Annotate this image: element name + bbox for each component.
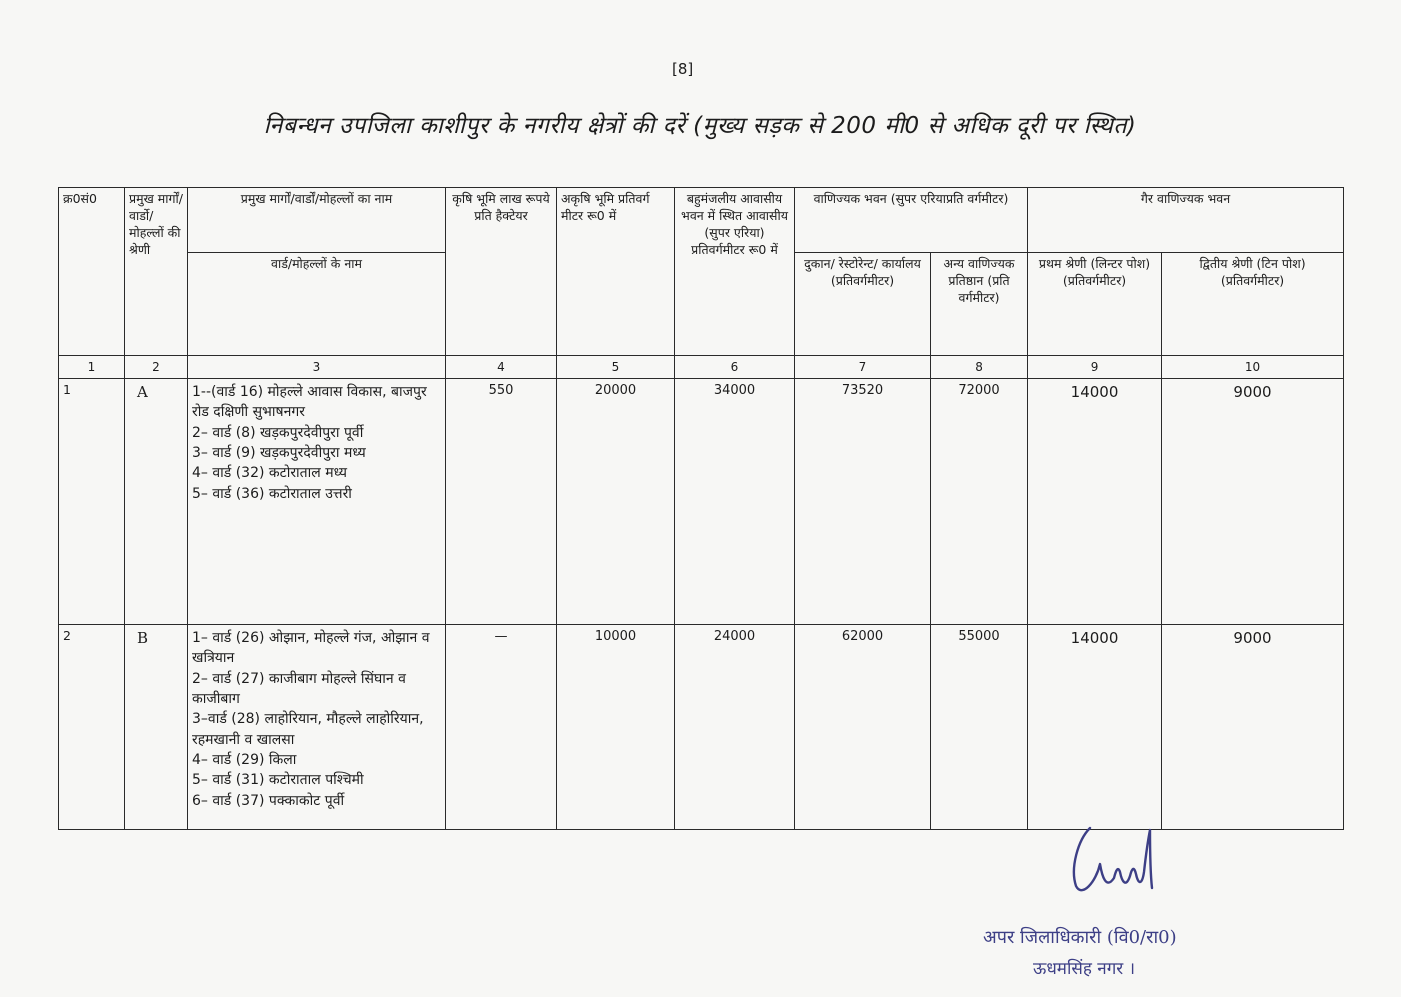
shop-rate: 62000 bbox=[795, 625, 931, 830]
ward-line: 3–वार्ड (28) लाहोरियान, मौहल्ले लाहोरियान, रहमखानी व खालसा bbox=[192, 711, 424, 748]
header-non-agri-land: अकृषि भूमि प्रतिवर्ग मीटर रू0 में bbox=[557, 188, 675, 356]
ward-line: 2– वार्ड (27) काजीबाग मोहल्ले सिंघान व काजीबाग bbox=[192, 670, 406, 708]
second-class-rate: 9000 bbox=[1162, 625, 1344, 830]
ward-line: 3– वार्ड (9) खड़कपुरदेवीपुरा मध्य bbox=[192, 445, 366, 462]
column-number: 6 bbox=[675, 356, 795, 379]
wards-cell bbox=[188, 625, 446, 830]
signature-designation: अपर जिलाधिकारी (वि0/रा0) bbox=[983, 927, 1177, 948]
header-serial: क्र0सं0 bbox=[59, 188, 125, 356]
ward-line: 1--(वार्ड 16) मोहल्ले आवास विकास, बाजपुर रोड दक्षिणी सुभाषनगर bbox=[192, 384, 427, 421]
rates-table bbox=[58, 187, 1344, 830]
column-number: 9 bbox=[1028, 356, 1162, 379]
header-noncommercial-group: गैर वाणिज्यक भवन bbox=[1028, 188, 1344, 253]
category-cell: A bbox=[125, 379, 188, 625]
column-number: 3 bbox=[188, 356, 446, 379]
multistorey-rate: 34000 bbox=[675, 379, 795, 625]
header-other-commercial: अन्य वाणिज्यक प्रतिष्ठान (प्रति वर्गमीटर) bbox=[931, 253, 1028, 356]
other-commercial-rate: 55000 bbox=[931, 625, 1028, 830]
column-number: 4 bbox=[446, 356, 557, 379]
page-title: निबन्धन उपजिला काशीपुर के नगरीय क्षेत्रों की दरें (मुख्य सड़क से 200 मी0 से अधिक दूरी पर स्थित) bbox=[263, 113, 1137, 139]
header-shop: दुकान/ रेस्टोरेन्ट/ कार्यालय (प्रतिवर्गमीटर) bbox=[795, 253, 931, 356]
serial-cell: 2 bbox=[59, 625, 125, 830]
ward-line: 4– वार्ड (32) कटोराताल मध्य bbox=[192, 465, 347, 482]
header-ward-names: वार्ड/मोहल्लों के नाम bbox=[188, 253, 446, 356]
table-row bbox=[59, 379, 1344, 625]
category-cell: B bbox=[125, 625, 188, 830]
column-number: 7 bbox=[795, 356, 931, 379]
header-category: प्रमुख मार्गों/ वार्डो/ मोहल्लों की श्रेणी bbox=[125, 188, 188, 356]
column-number: 2 bbox=[125, 356, 188, 379]
serial-cell: 1 bbox=[59, 379, 125, 625]
header-agri-land: कृषि भूमि लाख रूपये प्रति हैक्टेयर bbox=[446, 188, 557, 356]
column-number: 5 bbox=[557, 356, 675, 379]
first-class-rate: 14000 bbox=[1028, 625, 1162, 830]
column-number: 8 bbox=[931, 356, 1028, 379]
ward-line: 1– वार्ड (26) ओझान, मोहल्ले गंज, ओझान व खत्रियान bbox=[192, 630, 430, 667]
header-main-roads: प्रमुख मार्गों/वार्डों/मोहल्लों का नाम bbox=[188, 188, 446, 253]
header-commercial-group: वाणिज्यक भवन (सुपर एरियाप्रति वर्गमीटर) bbox=[795, 188, 1028, 253]
ward-line: 5– वार्ड (36) कटोराताल उत्तरी bbox=[192, 485, 352, 502]
column-number: 1 bbox=[59, 356, 125, 379]
page-number: [8] bbox=[672, 60, 694, 78]
shop-rate: 73520 bbox=[795, 379, 931, 625]
non-agri-rate: 10000 bbox=[557, 625, 675, 830]
non-agri-rate: 20000 bbox=[557, 379, 675, 625]
multistorey-rate: 24000 bbox=[675, 625, 795, 830]
column-number-row bbox=[59, 356, 1344, 379]
header-multistorey: बहुमंजलीय आवासीय भवन में स्थित आवासीय (सुपर एरिया) प्रतिवर्गमीटर रू0 में bbox=[675, 188, 795, 356]
signature-district: ऊधमसिंह नगर । bbox=[1033, 959, 1136, 979]
wards-cell bbox=[188, 379, 446, 625]
ward-line: 2– वार्ड (8) खड़कपुरदेवीपुरा पूर्वी bbox=[192, 424, 364, 441]
first-class-rate: 14000 bbox=[1028, 379, 1162, 625]
header-second-class: द्वितीय श्रेणी (टिन पोश) (प्रतिवर्गमीटर) bbox=[1162, 253, 1344, 356]
agri-rate: — bbox=[446, 625, 557, 830]
ward-line: 4– वार्ड (29) किला bbox=[192, 751, 297, 768]
second-class-rate: 9000 bbox=[1162, 379, 1344, 625]
agri-rate: 550 bbox=[446, 379, 557, 625]
other-commercial-rate: 72000 bbox=[931, 379, 1028, 625]
column-number: 10 bbox=[1162, 356, 1344, 379]
header-first-class: प्रथम श्रेणी (लिन्टर पोश) (प्रतिवर्गमीटर) bbox=[1028, 253, 1162, 356]
ward-line: 6– वार्ड (37) पक्काकोट पूर्वी bbox=[192, 792, 345, 809]
signature-scribble bbox=[1060, 820, 1170, 900]
ward-line: 5– वार्ड (31) कटोराताल पश्चिमी bbox=[192, 772, 364, 789]
table-row bbox=[59, 625, 1344, 830]
